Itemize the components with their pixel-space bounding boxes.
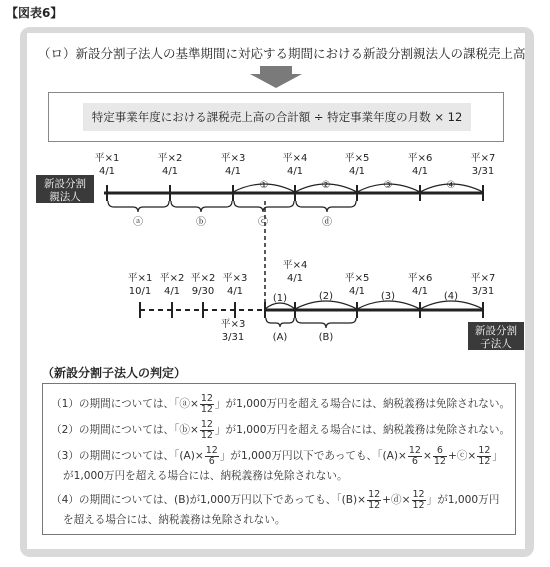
child-upper-arcs (265, 301, 483, 309)
parent-tag-line1: 新設分割 (44, 178, 86, 190)
parent-tick-era-1: 平×1 (94, 153, 120, 164)
parent-tick-era-6: 平×6 (407, 153, 433, 164)
parent-tick-date-2: 4/1 (161, 166, 179, 177)
child-left-date-1: 10/1 (128, 286, 152, 297)
parent-lower-mark-b: ⓑ (196, 217, 206, 228)
child-below-date: 3/31 (221, 332, 245, 343)
child-right-era-2: 平×5 (344, 273, 370, 284)
child-right-date-1: 4/1 (286, 273, 304, 284)
judgement-line-2 (51, 420, 510, 440)
judgement-line-4b: を超える場合には、納税義務は免除されない。 (63, 514, 286, 526)
child-left-era-3: 平×2 (190, 273, 216, 284)
judgement-3-post: 」 (492, 450, 503, 462)
judgement-1-pre: （1）の期間については、「ⓐ× (51, 398, 199, 410)
child-upper-mark-4: (4) (443, 291, 459, 302)
judgement-2-pre: （2）の期間については、「ⓑ× (51, 424, 199, 436)
child-lower-brackets (266, 318, 356, 328)
parent-lower-mark-d: ⓓ (322, 217, 332, 228)
parent-tick-date-6: 4/1 (411, 166, 429, 177)
parent-upper-mark-2: ② (321, 180, 331, 191)
child-upper-mark-3: (3) (380, 291, 396, 302)
parent-lower-mark-a: ⓐ (133, 217, 143, 228)
judgement-4-plus: +ⓓ× (382, 494, 411, 506)
child-left-era-4: 平×3 (222, 273, 248, 284)
parent-tick-date-7: 3/31 (471, 166, 495, 177)
judgement-3-mid: 」が1,000万円以下であっても、「(A)× (219, 450, 407, 462)
parent-tick-date-1: 4/1 (98, 166, 116, 177)
parent-tick-era-4: 平×4 (282, 153, 308, 164)
judgement-title: （新設分割子法人の判定） (42, 366, 187, 380)
parent-tick-date-3: 4/1 (224, 166, 242, 177)
child-lower-mark-b: (B) (318, 332, 334, 343)
figure-label: 【図表6】 (6, 6, 63, 20)
child-upper-mark-2: (2) (318, 291, 334, 302)
child-left-era-1: 平×1 (127, 273, 153, 284)
parent-tick-date-4: 4/1 (286, 166, 304, 177)
judgement-1-post: 」が1,000万円を超える場合には、納税義務は免除されない。 (214, 398, 511, 410)
diagram-heading: （ロ）新設分割子法人の基準期間に対応する期間における新設分割親法人の課税売上高 (38, 46, 526, 61)
parent-lower-brackets (108, 201, 356, 212)
child-left-date-2: 4/1 (163, 286, 181, 297)
child-left-date-4: 4/1 (226, 286, 244, 297)
judgement-box (42, 383, 516, 535)
parent-tick-era-3: 平×3 (220, 153, 246, 164)
fraction-12-12: $\frac{12}{12}$ (368, 489, 381, 511)
parent-upper-mark-4: ④ (446, 180, 456, 191)
child-right-date-3: 4/1 (411, 286, 429, 297)
child-left-era-2: 平×2 (159, 273, 185, 284)
judgement-line-3: （3）の期間については、「(A)× $\frac{12}{6}$ 」が1,000万円以下であっても、「(A)× $\frac{12}{6}$ × $\frac{6}{12}$ +ⓒ× $\frac{12}{12}$ 」 (51, 445, 503, 467)
child-left-date-3: 9/30 (191, 286, 215, 297)
fraction-12-12: $\frac{12}{12}$ (412, 489, 425, 511)
parent-upper-mark-1: ① (259, 180, 269, 191)
judgement-4-pre: （4）の期間については、(B)が1,000万円以下であっても、「(B)× (51, 494, 367, 506)
parent-tick-era-2: 平×2 (157, 153, 183, 164)
judgement-line-1 (51, 394, 510, 414)
child-tag-line2: 子法人 (480, 338, 512, 350)
judgement-3-plus: +ⓒ× (447, 450, 477, 462)
child-right-era-1: 平×4 (282, 260, 308, 271)
child-right-era-3: 平×6 (407, 273, 433, 284)
parent-upper-mark-3: ③ (383, 180, 393, 191)
child-tag-line1: 新設分割 (475, 325, 517, 337)
fraction-12-12: $\frac{12}{12}$ (478, 445, 491, 467)
parent-lower-mark-c: ⓒ (258, 217, 268, 228)
parent-tick-era-7: 平×7 (470, 153, 496, 164)
fraction-12-12: $\frac{12}{12}$ (200, 393, 213, 415)
child-upper-mark-1: (1) (272, 293, 288, 304)
parent-tick-date-5: 4/1 (348, 166, 366, 177)
judgement-line-3b: が1,000万円を超える場合には、納税義務は免除されない。 (63, 470, 348, 482)
judgement-2-post: 」が1,000万円を超える場合には、納税義務は免除されない。 (214, 424, 511, 436)
judgement-4-post: 」が1,000万円 (426, 494, 500, 506)
fraction-6-12: $\frac{6}{12}$ (433, 445, 446, 467)
child-right-era-4: 平×7 (470, 273, 496, 284)
judgement-line-4 (51, 490, 499, 510)
fraction-12-6: $\frac{12}{6}$ (408, 445, 421, 467)
child-right-date-4: 3/31 (471, 286, 495, 297)
formula-text: 特定事業年度における課税売上高の合計額 ÷ 特定事業年度の月数 × 12 (83, 103, 471, 131)
child-right-date-2: 4/1 (348, 286, 366, 297)
fraction-12-12: $\frac{12}{12}$ (200, 419, 213, 441)
judgement-3-pre: （3）の期間については、「(A)× (51, 450, 204, 462)
child-below-era: 平×3 (220, 319, 246, 330)
parent-tag-line2: 親法人 (49, 191, 81, 203)
child-lower-mark-a: (A) (272, 332, 288, 343)
parent-tick-era-5: 平×5 (344, 153, 370, 164)
fraction-12-6: $\frac{12}{6}$ (205, 445, 218, 467)
